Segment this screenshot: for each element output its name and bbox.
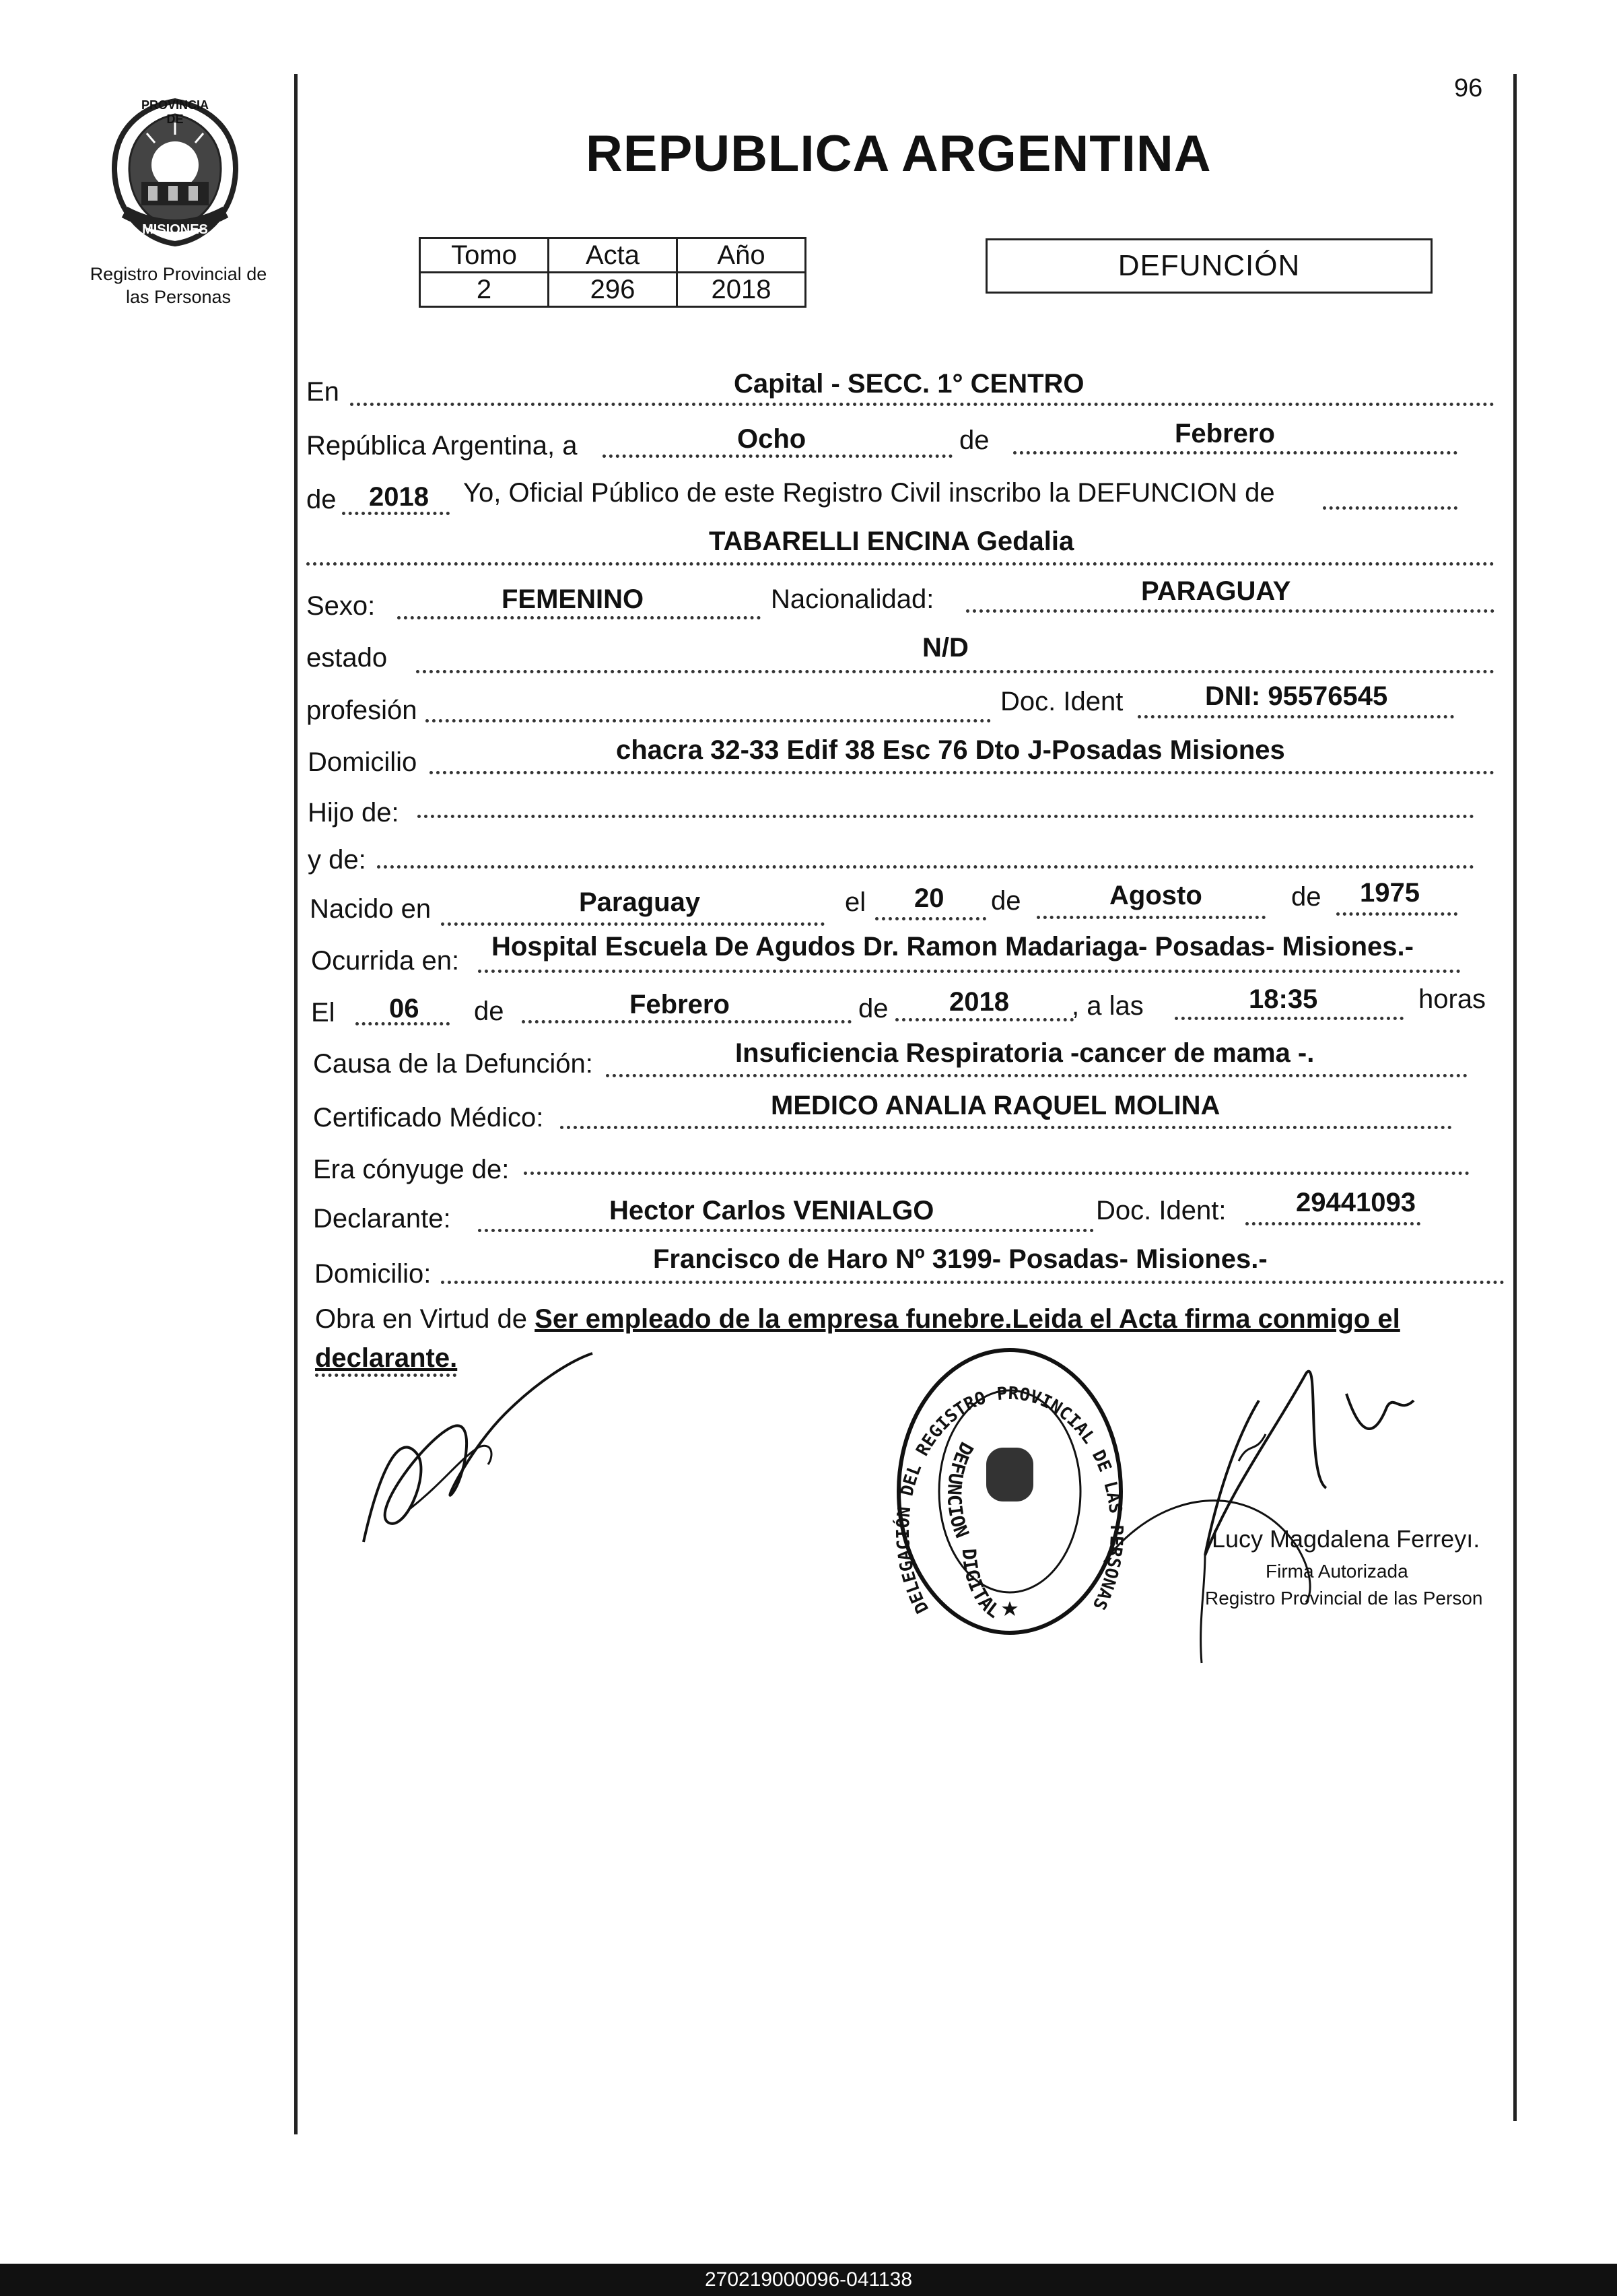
nac-dia-value: 20 xyxy=(914,883,944,913)
estado-label: estado xyxy=(306,643,388,673)
nac-de-label-1: de xyxy=(991,886,1021,916)
registry-table xyxy=(419,237,806,308)
nac-de-label-2: de xyxy=(1291,882,1321,912)
profesion-dotted-line xyxy=(425,719,991,722)
inscribo-text: Yo, Oficial Público de este Registro Civil inscribo la DEFUNCION de xyxy=(463,478,1275,508)
ocurrida-dotted-line xyxy=(478,970,1461,973)
domicilio-label: Domicilio xyxy=(308,747,417,777)
hora-dotted-line xyxy=(1175,1017,1404,1020)
inscribo-dotted-line xyxy=(1323,506,1457,510)
horas-label: horas xyxy=(1418,984,1486,1014)
doc-dotted-line xyxy=(1138,715,1454,718)
fall-de-label-1: de xyxy=(474,997,504,1026)
registry-value-anio: 2018 xyxy=(677,273,806,307)
republica-label: República Argentina, a xyxy=(306,431,578,461)
official-stamp-icon xyxy=(882,1347,1138,1636)
stamp-inner-text: DEFUNCION DIGITAL xyxy=(942,1438,1005,1623)
certificado-label: Certificado Médico: xyxy=(313,1103,544,1133)
domicilio-value: chacra 32-33 Edif 38 Esc 76 Dto J-Posadas Misiones xyxy=(616,735,1285,765)
signatory-name: Lucy Magdalena Ferreyı. xyxy=(1212,1525,1480,1553)
year-value: 2018 xyxy=(369,482,429,512)
domicilio2-dotted-line xyxy=(441,1281,1505,1284)
stamp-outer-text: DELEGACIÓN DEL REGISTRO PROVINCIAL DE LAS PERSONAS xyxy=(893,1383,1127,1617)
estado-dotted-line xyxy=(416,670,1494,673)
yde-label: y de: xyxy=(308,845,366,875)
domicilio-dotted-line xyxy=(429,771,1494,774)
ocurrida-value: Hospital Escuela De Agudos Dr. Ramon Madariaga- Posadas- Misiones.- xyxy=(491,932,1414,961)
declarante-label: Declarante: xyxy=(313,1204,451,1234)
hijo-dotted-line xyxy=(417,815,1474,818)
alas-label: , a las xyxy=(1072,991,1144,1021)
profesion-label: profesión xyxy=(306,696,417,725)
en-dotted-line xyxy=(350,403,1494,406)
doc2-label: Doc. Ident: xyxy=(1096,1196,1227,1225)
seal-top-text: PROVINCIA DE xyxy=(141,98,209,126)
de-label-1: de xyxy=(959,426,990,455)
nac-anio-dotted-line xyxy=(1336,912,1457,916)
declarante-value: Hector Carlos VENIALGO xyxy=(609,1196,934,1225)
footer-code: 270219000096-041138 xyxy=(0,2264,1617,2296)
nacido-lugar-dotted-line xyxy=(441,922,825,926)
hora-value: 18:35 xyxy=(1249,984,1318,1014)
fall-mes-dotted-line xyxy=(522,1020,852,1023)
signatory-registry: Registro Provincial de las Person xyxy=(1205,1588,1483,1609)
hijo-label: Hijo de: xyxy=(308,798,399,828)
nacido-lugar-value: Paraguay xyxy=(579,887,701,917)
organization-line-2: las Personas xyxy=(125,287,232,307)
fall-mes-value: Febrero xyxy=(629,990,730,1019)
nac-anio-value: 1975 xyxy=(1360,878,1420,908)
day-word-value: Ocho xyxy=(737,424,806,454)
en-label: En xyxy=(306,377,339,407)
domicilio2-value: Francisco de Haro Nº 3199- Posadas- Misiones.- xyxy=(653,1244,1268,1274)
signatory-role: Firma Autorizada xyxy=(1266,1561,1408,1582)
en-value: Capital - SECC. 1° CENTRO xyxy=(734,369,1085,399)
registry-header-tomo: Tomo xyxy=(420,238,549,273)
authorized-signature-icon xyxy=(1104,1353,1508,1670)
seal-bottom-text: MISIONES xyxy=(142,222,208,237)
certificado-value: MEDICO ANALIA RAQUEL MOLINA xyxy=(771,1091,1220,1120)
de-label-2: de xyxy=(306,485,337,514)
registry-header-acta: Acta xyxy=(549,238,677,273)
obra-prefix: Obra en Virtud de xyxy=(315,1304,528,1334)
registry-value-tomo: 2 xyxy=(420,273,549,307)
declarante-signature-icon xyxy=(350,1347,619,1569)
el-label: El xyxy=(311,998,335,1027)
sexo-label: Sexo: xyxy=(306,591,376,621)
causa-dotted-line xyxy=(606,1074,1468,1077)
nombre-dotted-line xyxy=(306,562,1494,566)
page-number: 96 xyxy=(1454,74,1483,102)
certificado-dotted-line xyxy=(560,1126,1452,1129)
fall-de-label-2: de xyxy=(858,994,889,1023)
causa-value: Insuficiencia Respiratoria -cancer de mama -. xyxy=(735,1038,1315,1068)
doc-value: DNI: 95576545 xyxy=(1205,681,1388,711)
nacionalidad-value: PARAGUAY xyxy=(1141,576,1291,606)
registry-header-anio: Año xyxy=(677,238,806,273)
month-dotted-line xyxy=(1013,451,1457,454)
document-title: REPUBLICA ARGENTINA xyxy=(586,125,1212,182)
fall-anio-value: 2018 xyxy=(949,987,1009,1017)
provincial-seal-icon xyxy=(101,94,249,249)
sexo-value: FEMENINO xyxy=(502,584,644,614)
record-type-box: DEFUNCIÓN xyxy=(986,238,1433,294)
estado-value: N/D xyxy=(922,633,969,663)
ocurrida-label: Ocurrida en: xyxy=(311,946,460,976)
obra-value: Ser empleado de la empresa funebre.Leida el Acta firma conmigo el declarante. xyxy=(315,1304,1400,1373)
registry-value-acta: 296 xyxy=(549,273,677,307)
yde-dotted-line xyxy=(377,865,1474,869)
declarante-dotted-line xyxy=(478,1229,1094,1232)
nac-dia-dotted-line xyxy=(875,917,986,920)
fall-dia-value: 06 xyxy=(389,994,419,1023)
causa-label: Causa de la Defunción: xyxy=(313,1049,593,1079)
nacionalidad-dotted-line xyxy=(966,609,1494,613)
nacionalidad-label: Nacionalidad: xyxy=(771,584,934,614)
nacido-label: Nacido en xyxy=(310,894,432,924)
nac-mes-dotted-line xyxy=(1037,916,1266,919)
domicilio2-label: Domicilio: xyxy=(314,1259,432,1289)
doc2-value: 29441093 xyxy=(1296,1188,1416,1217)
day-dotted-line xyxy=(603,454,953,458)
doc-label: Doc. Ident xyxy=(1000,687,1124,716)
doc2-dotted-line xyxy=(1245,1222,1420,1225)
right-margin-line xyxy=(1513,74,1517,2121)
nac-mes-value: Agosto xyxy=(1109,881,1202,910)
sexo-dotted-line xyxy=(397,616,761,619)
nombre-value: TABARELLI ENCINA Gedalia xyxy=(709,527,1074,556)
left-margin-line xyxy=(294,74,298,2134)
fall-anio-dotted-line xyxy=(895,1018,1074,1021)
nac-el-label: el xyxy=(845,887,866,917)
organization-line-1: Registro Provincial de xyxy=(90,264,267,284)
organization-name xyxy=(67,263,289,308)
conyuge-label: Era cónyuge de: xyxy=(313,1155,510,1184)
month-value: Febrero xyxy=(1175,419,1275,448)
conyuge-dotted-line xyxy=(524,1172,1470,1175)
